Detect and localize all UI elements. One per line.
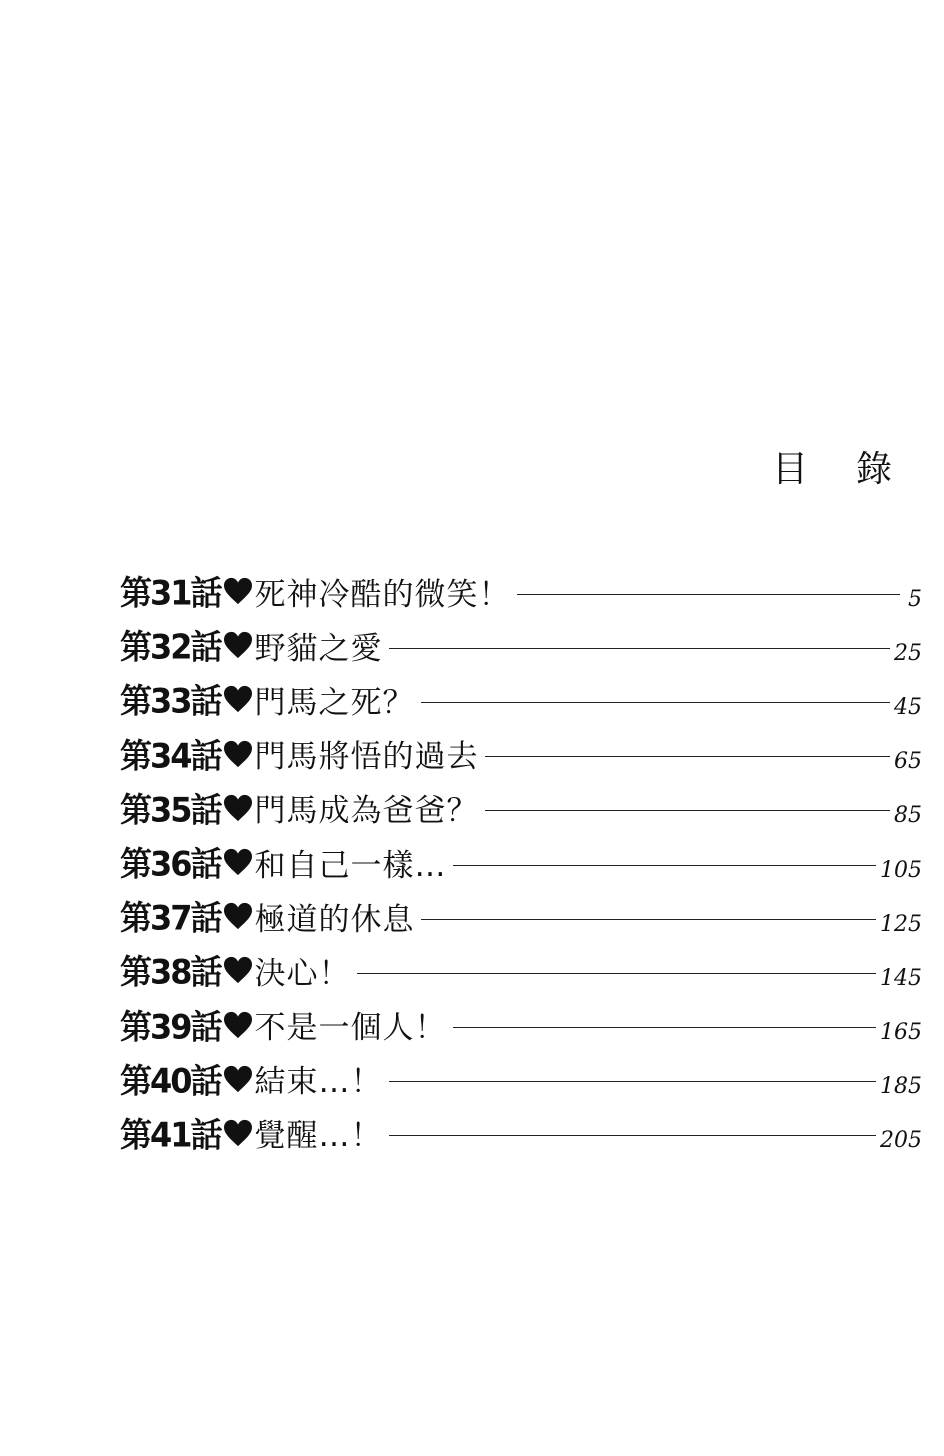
toc-heading-char-2: 錄 [855,449,892,490]
heart-icon [223,1011,253,1039]
chapter-title: 門馬之死？ [254,684,415,721]
page-number: 45 [894,694,922,720]
page-number: 5 [908,586,922,612]
chapter-number: 第33話 [120,681,221,722]
toc-entry[interactable] [120,618,922,672]
leader-line [453,865,876,866]
chapter-number: 第36話 [120,844,221,885]
toc-entry[interactable] [120,943,922,997]
chapter-title: 門馬成為爸爸？ [254,793,479,830]
leader-line [357,973,876,974]
leader-line [389,1081,876,1082]
chapter-number: 第37話 [120,898,221,939]
chapter-number: 第34話 [120,735,221,776]
toc-entry[interactable] [120,564,922,618]
chapter-title: 和自己一樣… [254,847,447,884]
chapter-title: 門馬將悟的過去 [254,739,479,776]
leader-line [389,1135,876,1136]
heart-icon [223,956,253,984]
leader-line [517,594,900,595]
chapter-number: 第38話 [120,952,221,993]
heart-icon [223,577,253,605]
heart-icon [223,631,253,659]
toc-entry[interactable] [120,727,922,781]
chapter-number: 第41話 [120,1115,221,1156]
chapter-number: 第35話 [120,789,221,830]
page-number: 85 [894,803,922,829]
heart-icon [223,1065,253,1093]
chapter-title: 覺醒…！ [254,1118,383,1155]
heart-icon [223,1119,253,1147]
heart-icon [223,685,253,713]
page-number: 65 [894,749,922,775]
leader-line [453,1027,876,1028]
toc-entry[interactable] [120,1106,922,1160]
heart-icon [223,848,253,876]
leader-line [485,756,890,757]
toc-heading-char-1: 目 [772,449,809,490]
leader-line [421,702,890,703]
heart-icon [223,902,253,930]
chapter-title: 死神冷酷的微笑！ [254,576,511,613]
toc-entry[interactable] [120,889,922,943]
chapter-title: 極道的休息 [254,901,415,938]
chapter-title: 決心！ [254,955,351,992]
leader-line [485,810,890,811]
toc-entry[interactable] [120,1052,922,1106]
chapter-number: 第40話 [120,1060,221,1101]
toc-entry[interactable] [120,998,922,1052]
chapter-title: 不是一個人！ [254,1010,447,1047]
toc-entry[interactable] [120,835,922,889]
page-number: 185 [880,1074,922,1100]
page-number: 145 [880,965,922,991]
heart-icon [223,794,253,822]
toc-list [120,564,922,1160]
leader-line [389,648,890,649]
page-number: 105 [880,857,922,883]
chapter-title: 結束…！ [254,1064,383,1101]
chapter-number: 第32話 [120,627,221,668]
page-number: 205 [880,1128,922,1154]
chapter-number: 第31話 [120,573,221,614]
heart-icon [223,740,253,768]
toc-entry[interactable] [120,781,922,835]
page-number: 25 [894,640,922,666]
toc-heading [772,444,892,496]
chapter-number: 第39話 [120,1006,221,1047]
toc-entry[interactable] [120,672,922,726]
chapter-title: 野貓之愛 [254,630,383,667]
page-number: 165 [880,1020,922,1046]
page-number: 125 [880,911,922,937]
leader-line [421,919,876,920]
